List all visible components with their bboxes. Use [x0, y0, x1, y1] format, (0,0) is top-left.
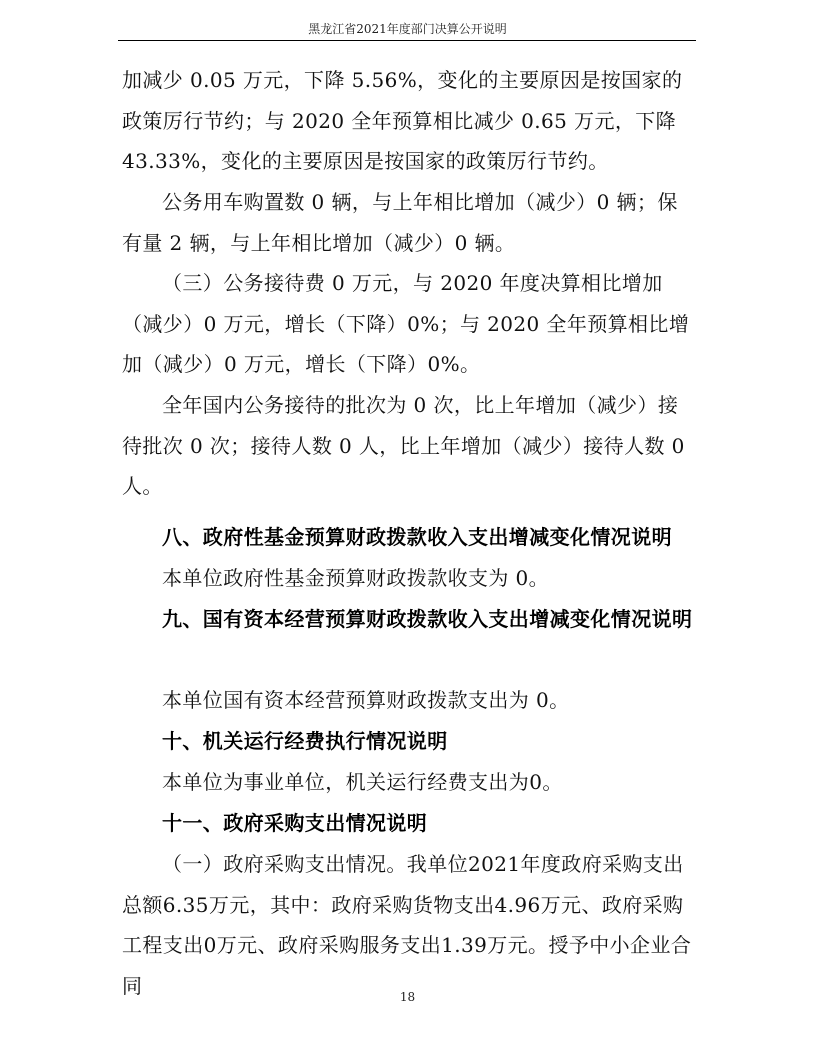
- paragraph-vehicle-count: 公务用车购置数 0 辆，与上年相比增加（减少）0 辆；保有量 2 辆，与上年相比增加（减少）0 辆。: [122, 190, 678, 255]
- paragraph-operating-costs: 本单位为事业单位，机关运行经费支出为0。: [162, 770, 563, 794]
- section-heading-10: 十、机关运行经费执行情况说明: [162, 729, 448, 753]
- page-header: 黑龙江省2021年度部门决算公开说明: [308, 22, 507, 36]
- section-heading-8: 八、政府性基金预算财政拨款收入支出增减变化情况说明: [162, 525, 672, 549]
- section-heading-11: 十一、政府采购支出情况说明: [162, 811, 428, 835]
- paragraph-procurement: （一）政府采购支出情况。我单位2021年度政府采购支出总额6.35万元，其中：政府采购货物支出4.96万元、政府采购工程支出0万元、政府采购服务支出1.39万元。授予中小企业合同: [122, 852, 692, 998]
- paragraph-reception-batches: 全年国内公务接待的批次为 0 次，比上年增加（减少）接待批次 0 次；接待人数 0 人，比上年增加（减少）接待人数 0 人。: [122, 393, 685, 498]
- section-heading-9: 九、国有资本经营预算财政拨款收入支出增减变化情况说明: [162, 607, 693, 631]
- paragraph-vehicle-cost-change: 加减少 0.05 万元，下降 5.56%，变化的主要原因是按国家的政策厉行节约；与 2020 全年预算相比减少 0.65 万元，下降 43.33%，变化的主要原因是按国家的政策厉行节约。: [122, 68, 683, 173]
- header-rule: [118, 40, 696, 41]
- paragraph-state-capital: 本单位国有资本经营预算财政拨款支出为 0。: [162, 688, 570, 712]
- page-number: 18: [399, 990, 416, 1004]
- paragraph-gov-fund: 本单位政府性基金预算财政拨款收支为 0。: [162, 566, 550, 590]
- paragraph-reception-cost: （三）公务接待费 0 万元，与 2020 年度决算相比增加（减少）0 万元，增长（下降）0%；与 2020 全年预算相比增加（减少）0 万元，增长（下降）0%。: [122, 271, 690, 376]
